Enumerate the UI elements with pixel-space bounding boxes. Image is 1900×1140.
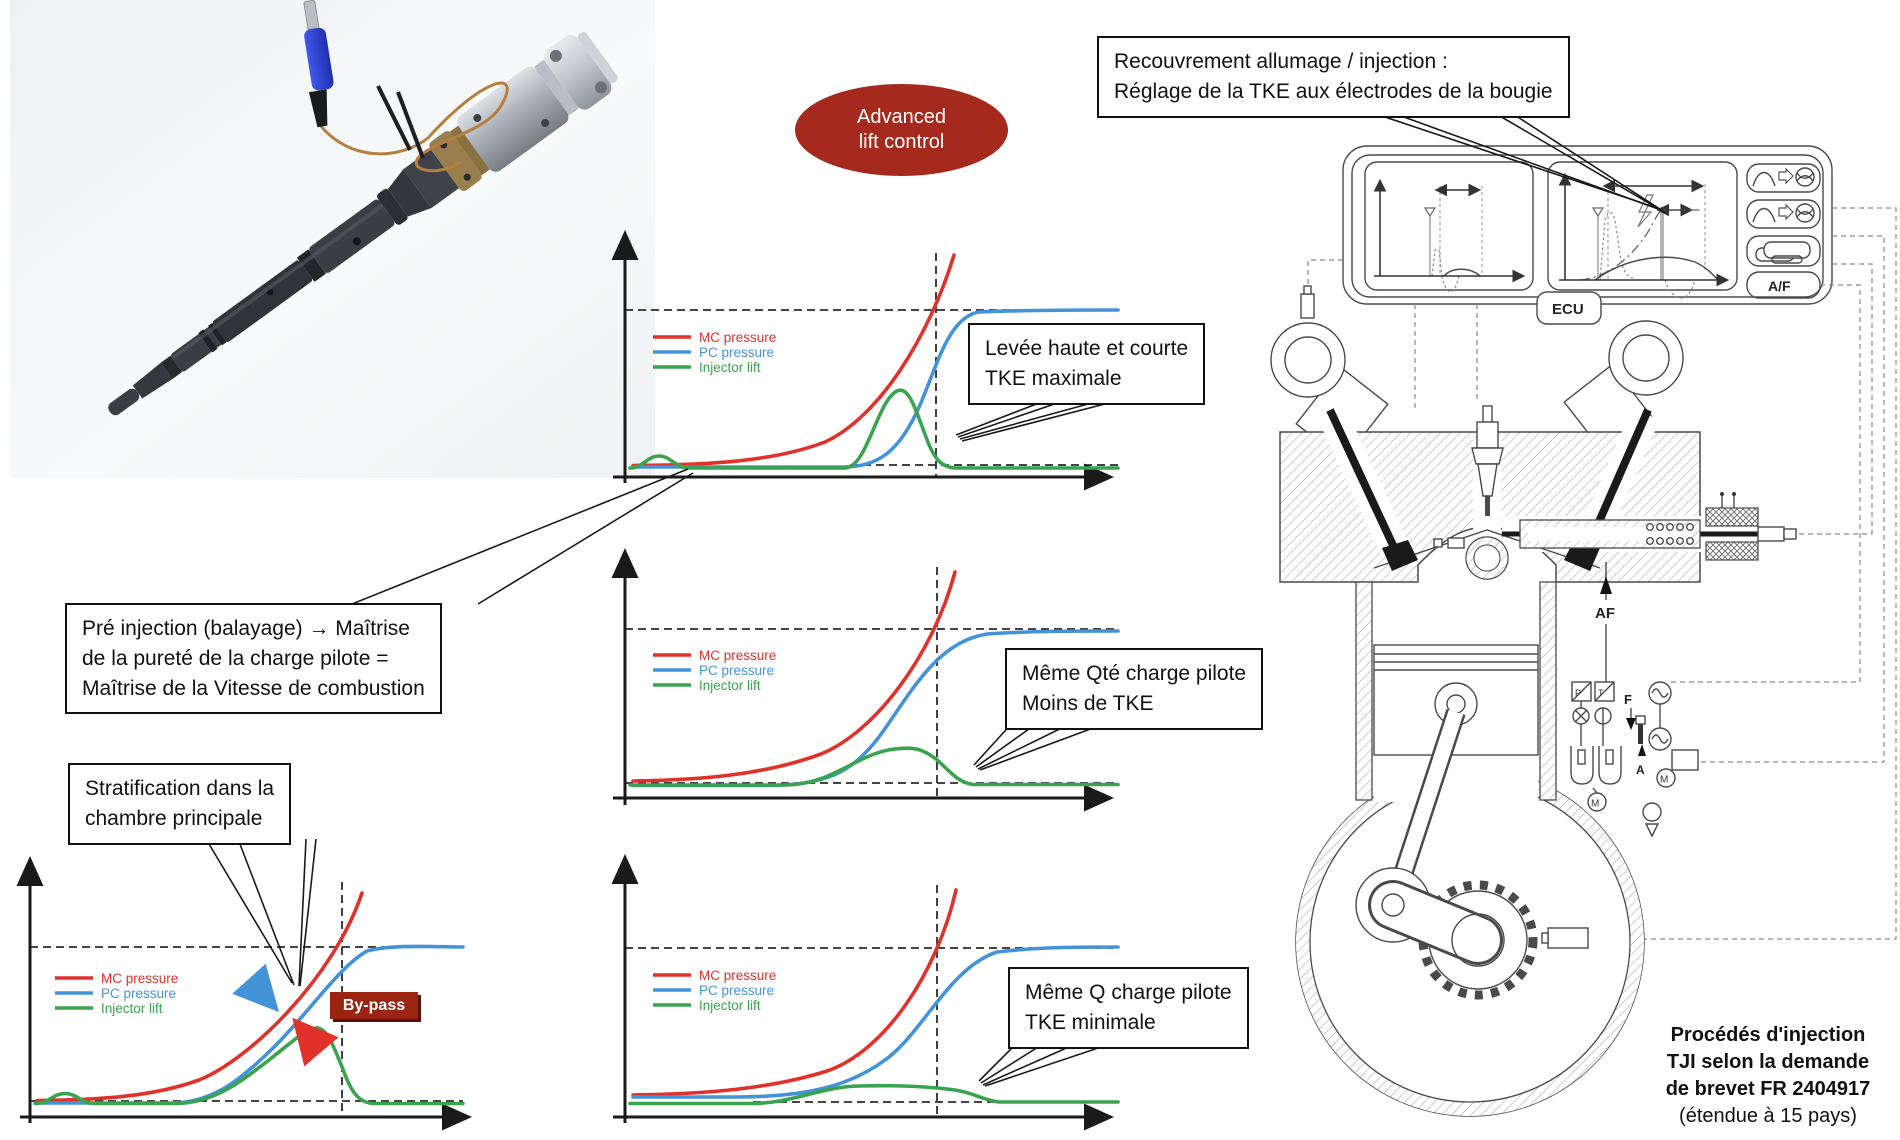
ecu-icons — [1747, 164, 1820, 298]
legend-pc: PC pressure — [699, 983, 775, 998]
callout-line: Même Qté charge pilote — [1022, 662, 1247, 685]
spark-icon — [1638, 195, 1653, 227]
legend-mc: MC pressure — [699, 330, 777, 345]
a-label: A — [1636, 763, 1645, 777]
injector-lift-curve — [35, 1028, 463, 1104]
legend-mc: MC pressure — [699, 968, 777, 983]
m-label: M — [1660, 774, 1669, 786]
mc-pressure-curve — [633, 890, 956, 1095]
patent-line: TJI selon la demande — [1666, 1051, 1870, 1073]
advanced-lift-control-badge — [795, 84, 1008, 176]
legend-lift: Injector lift — [699, 678, 761, 693]
callout-line: Pré injection (balayage) → Maîtrise — [82, 617, 410, 640]
callout-line: Moins de TKE — [1022, 691, 1154, 715]
callout-line: Maîtrise de la Vitesse de combustion — [82, 676, 425, 700]
m-label: M — [1591, 798, 1600, 810]
legend — [653, 648, 776, 693]
bypass-tag: By-pass — [330, 992, 418, 1019]
callout-line: Recouvrement allumage / injection : — [1114, 50, 1448, 73]
p-label: P — [1575, 688, 1582, 698]
injector-photo — [10, 0, 655, 478]
ecu-miniplot-right — [1548, 162, 1737, 298]
badge-line2: lift control — [858, 131, 945, 153]
hydraulic-circuit — [1571, 682, 1698, 836]
patent-line: Procédés d'injection — [1670, 1024, 1866, 1046]
legend-lift: Injector lift — [101, 1001, 163, 1016]
callout-line: TKE maximale — [985, 366, 1122, 390]
injector-lift-curve — [630, 1086, 1118, 1104]
ecu-miniplot-left — [1365, 162, 1533, 292]
mc-pressure-curve — [37, 893, 362, 1101]
callout-stratification — [68, 763, 291, 845]
legend-pc: PC pressure — [699, 663, 775, 678]
red-arrow-icon — [302, 1029, 319, 1049]
callout-line: Levée haute et courte — [985, 337, 1189, 360]
patent-line: de brevet FR 2404917 — [1665, 1078, 1871, 1100]
callout-line: de la pureté de la charge pilote = — [82, 646, 389, 670]
legend-lift: Injector lift — [699, 360, 761, 375]
callout-line: chambre principale — [85, 806, 263, 830]
ecu-panel — [1343, 146, 1832, 324]
legend-pc: PC pressure — [101, 986, 177, 1001]
callout-levee — [968, 323, 1205, 405]
legend-mc: MC pressure — [699, 648, 777, 663]
f-label: F — [1624, 692, 1632, 707]
callout-meme-q — [1008, 967, 1249, 1049]
patent-line: (étendue à 15 pays) — [1679, 1105, 1857, 1127]
callout-line: TKE minimale — [1025, 1010, 1156, 1034]
legend-mc: MC pressure — [101, 971, 179, 986]
callout-line: Réglage de la TKE aux électrodes de la bougie — [1114, 79, 1553, 103]
callout-meme-qte — [1005, 648, 1263, 730]
callout-line: Stratification dans la — [85, 777, 275, 800]
t-label: T — [1598, 688, 1604, 698]
callout-pre-injection — [65, 603, 442, 714]
patent-note — [1628, 1022, 1900, 1130]
pc-pressure-curve — [37, 946, 463, 1103]
badge-line1: Advanced — [857, 106, 946, 128]
af-icon-label: A/F — [1768, 278, 1791, 294]
callout-line: Même Q charge pilote — [1025, 981, 1232, 1004]
legend — [653, 968, 776, 1013]
callout-recouvrement — [1097, 36, 1570, 118]
legend — [653, 330, 776, 375]
legend-lift: Injector lift — [699, 998, 761, 1013]
blue-arrow-icon — [251, 981, 269, 1001]
legend — [55, 971, 178, 1016]
crank-sensor — [1548, 928, 1588, 948]
legend-pc: PC pressure — [699, 345, 775, 360]
ecu-label: ECU — [1552, 301, 1584, 318]
af-label: AF — [1595, 605, 1615, 622]
